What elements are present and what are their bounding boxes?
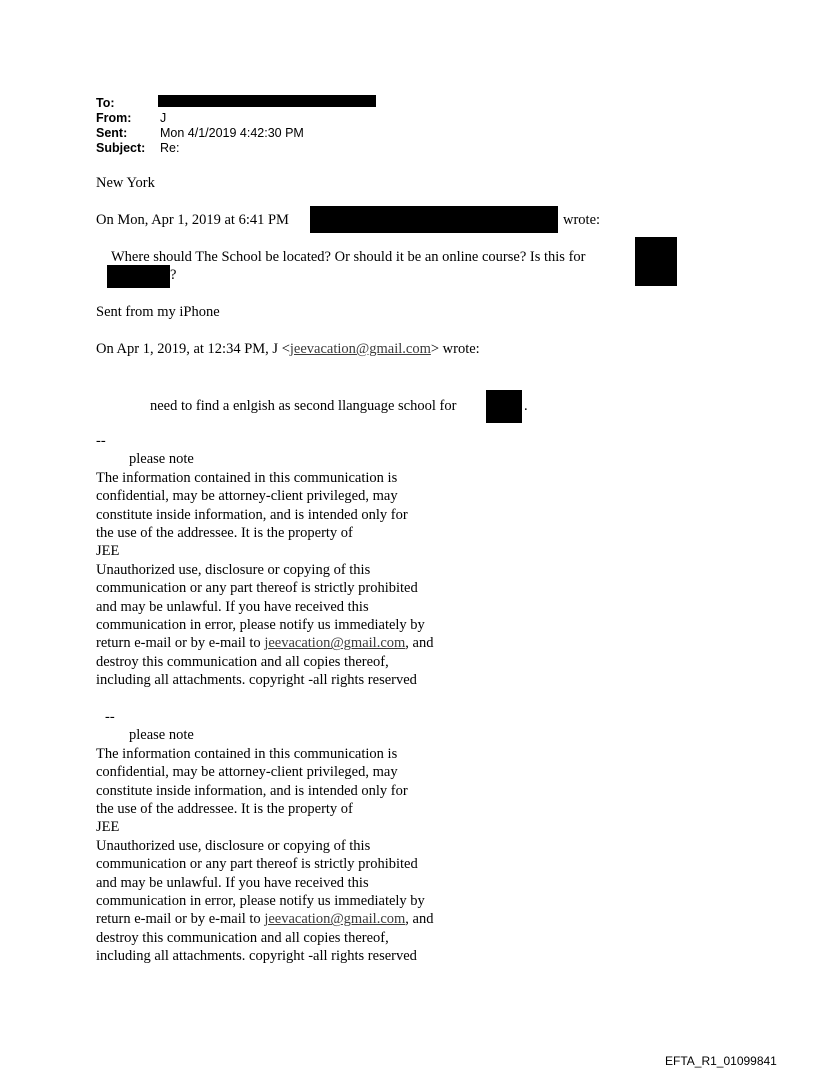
- disclaimer-line: confidential, may be attorney-client privileged, may: [96, 488, 398, 505]
- quote2-attribution-start: On Apr 1, 2019, at 12:34 PM, J <: [96, 341, 290, 357]
- disclaimer-email-line-end: , and: [405, 911, 434, 928]
- disclaimer-line: including all attachments. copyright -all rights reserved: [96, 672, 417, 689]
- quote2-attribution: [96, 340, 480, 358]
- disclaimer-line: communication in error, please notify us immediately by: [96, 893, 425, 910]
- disclaimer-line: The information contained in this communication is: [96, 745, 398, 762]
- signature: Sent from my iPhone: [96, 304, 220, 320]
- disclaimer-line: communication or any part thereof is strictly prohibited: [96, 856, 418, 873]
- from-label: From:: [96, 111, 132, 125]
- disclaimer-line: and may be unlawful. If you have received this: [96, 598, 369, 615]
- disclaimer-note: please note: [129, 451, 194, 468]
- disclaimer-email-line-end: , and: [405, 635, 434, 652]
- disclaimer-line: destroy this communication and all copies thereof,: [96, 929, 389, 946]
- disclaimer-separator: --: [105, 709, 115, 725]
- disclaimer-line: JEE: [96, 819, 120, 836]
- subject-label: Subject:: [96, 141, 146, 155]
- quote1-line1: Where should The School be located? Or should it be an online course? Is this for: [111, 249, 586, 265]
- disclaimer-email-line-start: return e-mail or by e-mail to: [96, 635, 265, 652]
- disclaimer-email-link[interactable]: jeevacation@gmail.com: [264, 635, 406, 652]
- redaction-quote1-b: [107, 265, 170, 288]
- redaction-recipient: [158, 95, 376, 107]
- subject-value: Re:: [160, 141, 180, 155]
- reply-text: New York: [96, 175, 155, 191]
- to-label: To:: [96, 96, 115, 110]
- from-value: J: [160, 111, 167, 125]
- disclaimer-line: destroy this communication and all copies thereof,: [96, 653, 389, 670]
- disclaimer-email-line-start: return e-mail or by e-mail to: [96, 911, 265, 928]
- redaction-sender: [310, 206, 558, 233]
- quote2-email-link[interactable]: jeevacation@gmail.com: [289, 341, 431, 357]
- disclaimer-line: the use of the addressee. It is the property of: [96, 801, 353, 818]
- disclaimer-email-link[interactable]: jeevacation@gmail.com: [264, 911, 406, 928]
- disclaimer-line: including all attachments. copyright -all rights reserved: [96, 948, 417, 965]
- disclaimer-line: Unauthorized use, disclosure or copying of this: [96, 561, 371, 578]
- original-message-end: .: [524, 398, 528, 414]
- document-id: EFTA_R1_01099841: [665, 1054, 777, 1068]
- disclaimer-email-line: [96, 634, 433, 652]
- quote1-attribution-start: On Mon, Apr 1, 2019 at 6:41 PM: [96, 212, 289, 228]
- redaction-original-message: [486, 390, 522, 423]
- quote1-line2-end: ?: [170, 267, 177, 283]
- disclaimer-line: communication in error, please notify us immediately by: [96, 617, 425, 634]
- disclaimer-email-line: [96, 910, 433, 928]
- disclaimer-2: [96, 708, 433, 966]
- disclaimer-line: The information contained in this communication is: [96, 469, 398, 486]
- quote1-attribution-end: wrote:: [563, 212, 601, 228]
- sent-value: Mon 4/1/2019 4:42:30 PM: [160, 126, 304, 140]
- quote2-attribution-end: > wrote:: [430, 341, 480, 357]
- disclaimer-line: Unauthorized use, disclosure or copying of this: [96, 837, 371, 854]
- disclaimer-line: constitute inside information, and is intended only for: [96, 506, 408, 523]
- disclaimer-1: [96, 432, 433, 690]
- disclaimer-line: and may be unlawful. If you have received this: [96, 874, 369, 891]
- disclaimer-line: JEE: [96, 543, 120, 560]
- original-message: need to find a enlgish as second llanguage school for: [150, 398, 457, 414]
- redaction-quote1-a: [635, 237, 677, 286]
- disclaimer-line: communication or any part thereof is strictly prohibited: [96, 580, 418, 597]
- disclaimer-note: please note: [129, 727, 194, 744]
- disclaimer-line: confidential, may be attorney-client privileged, may: [96, 764, 398, 781]
- disclaimer-line: constitute inside information, and is intended only for: [96, 782, 408, 799]
- sent-label: Sent:: [96, 126, 128, 140]
- disclaimer-line: the use of the addressee. It is the property of: [96, 525, 353, 542]
- disclaimer-separator: --: [96, 433, 106, 449]
